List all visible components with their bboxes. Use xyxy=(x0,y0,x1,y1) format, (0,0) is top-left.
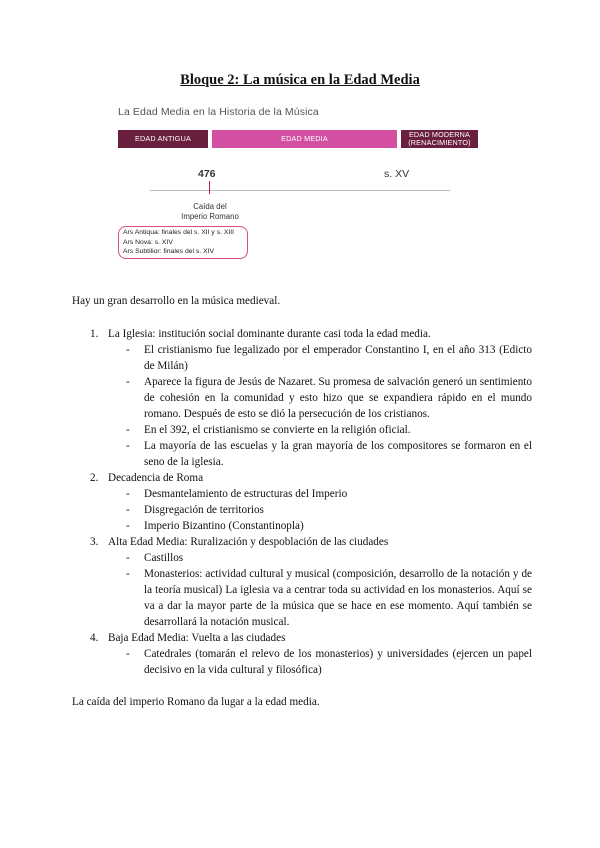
list-item-title: Decadencia de Roma xyxy=(108,472,204,484)
dash-bullet: - xyxy=(126,376,130,388)
timeline-figure xyxy=(118,106,488,266)
ars-item: Ars Antiqua: finales del s. XII y s. XIII xyxy=(123,229,235,236)
dash-bullet: - xyxy=(126,552,130,564)
page-title: Bloque 2: La música en la Edad Media xyxy=(180,72,420,88)
closing-paragraph: La caída del imperio Romano da lugar a la edad media. xyxy=(72,696,320,708)
sub-item xyxy=(72,422,532,438)
sub-item xyxy=(72,518,532,534)
list-number: 1. xyxy=(90,328,99,340)
list-number: 4. xyxy=(90,632,99,644)
list-item-title: Alta Edad Media: Ruralización y despoblación de las ciudades xyxy=(108,536,389,548)
event-label-line: Caída del xyxy=(193,202,227,211)
list-item-head xyxy=(72,470,532,486)
sub-item xyxy=(72,374,532,422)
era-media-bar: EDAD MEDIA xyxy=(212,130,397,148)
sub-item xyxy=(72,550,532,566)
list-item xyxy=(72,534,532,630)
era-moderna-sublabel: (RENACIMIENTO) xyxy=(408,138,471,147)
sub-item xyxy=(72,646,532,678)
list-item-head xyxy=(72,534,532,550)
list-item-head xyxy=(72,326,532,342)
dash-bullet: - xyxy=(126,488,130,500)
sub-item-text: En el 392, el cristianismo se convierte en la religión oficial. xyxy=(144,424,411,436)
dash-bullet: - xyxy=(126,440,130,452)
ars-item: Ars Nova: s. XIV xyxy=(123,238,173,246)
numbered-list xyxy=(72,326,532,678)
sub-item-text: Aparece la figura de Jesús de Nazaret. Su promesa de salvación generó un sentimiento de cohesión en la comunidad y esto hizo que se expandiera rápido en el mundo romano. Después de esto se dió la persecución de los cristianos. xyxy=(144,376,532,420)
sub-item-text: Desmantelamiento de estructuras del Imperio xyxy=(144,488,348,500)
timeline-tick xyxy=(209,181,210,194)
dash-bullet: - xyxy=(126,568,130,580)
timeline-axis xyxy=(150,190,450,191)
dash-bullet: - xyxy=(126,504,130,516)
list-item xyxy=(72,630,532,678)
era-moderna-bar xyxy=(401,130,478,148)
list-item-title: La Iglesia: institución social dominante durante casi toda la edad media. xyxy=(108,328,431,340)
sub-item-text: Disgregación de territorios xyxy=(144,504,264,516)
dash-bullet: - xyxy=(126,344,130,356)
event-label-line: Imperio Romano xyxy=(181,212,239,221)
sub-item xyxy=(72,502,532,518)
list-item xyxy=(72,326,532,470)
dash-bullet: - xyxy=(126,648,130,660)
list-number: 2. xyxy=(90,472,99,484)
sub-item-text: Castillos xyxy=(144,552,184,564)
dash-bullet: - xyxy=(126,520,130,532)
list-item-head xyxy=(72,630,532,646)
list-item-title: Baja Edad Media: Vuelta a las ciudades xyxy=(108,632,286,644)
era-moderna-label: EDAD MODERNA xyxy=(408,130,471,139)
year-start-label: 476 xyxy=(198,168,216,180)
sub-item-text: Imperio Bizantino (Constantinopla) xyxy=(144,520,304,532)
event-label xyxy=(174,202,246,222)
ars-item: Ars Subtilior: finales del s. XIV xyxy=(123,248,215,255)
era-antigua-bar: EDAD ANTIGUA xyxy=(118,130,208,148)
sub-item xyxy=(72,342,532,374)
sub-item-text: La mayoría de las escuelas y la gran mayoría de los compositores se formaron en el seno de la iglesia. xyxy=(144,440,532,468)
sub-item xyxy=(72,438,532,470)
intro-paragraph: Hay un gran desarrollo en la música medieval. xyxy=(72,295,281,307)
list-item xyxy=(72,470,532,534)
sub-item xyxy=(72,566,532,630)
dash-bullet: - xyxy=(126,424,130,436)
sub-item xyxy=(72,486,532,502)
sub-item-text: El cristianismo fue legalizado por el emperador Constantino I, en el año 313 (Edicto de Milán) xyxy=(144,344,532,372)
ars-box xyxy=(118,226,248,259)
sub-item-text: Catedrales (tomarán el relevo de los monasterios) y universidades (ejercen un papel decisivo en la vida cultural y filosófica) xyxy=(144,648,532,676)
sub-item-text: Monasterios: actividad cultural y musical (composición, desarrollo de la notación y de la teoría musical) La iglesia va a centrar toda su actividad en los monasterios. Aquí se va a dar la mayor parte de la música que se hace en ese momento. Aquí también se desarrollará la notación musical. xyxy=(144,568,532,628)
figure-title: La Edad Media en la Historia de la Música xyxy=(118,106,319,118)
year-end-label: s. XV xyxy=(384,168,410,180)
list-number: 3. xyxy=(90,536,99,548)
